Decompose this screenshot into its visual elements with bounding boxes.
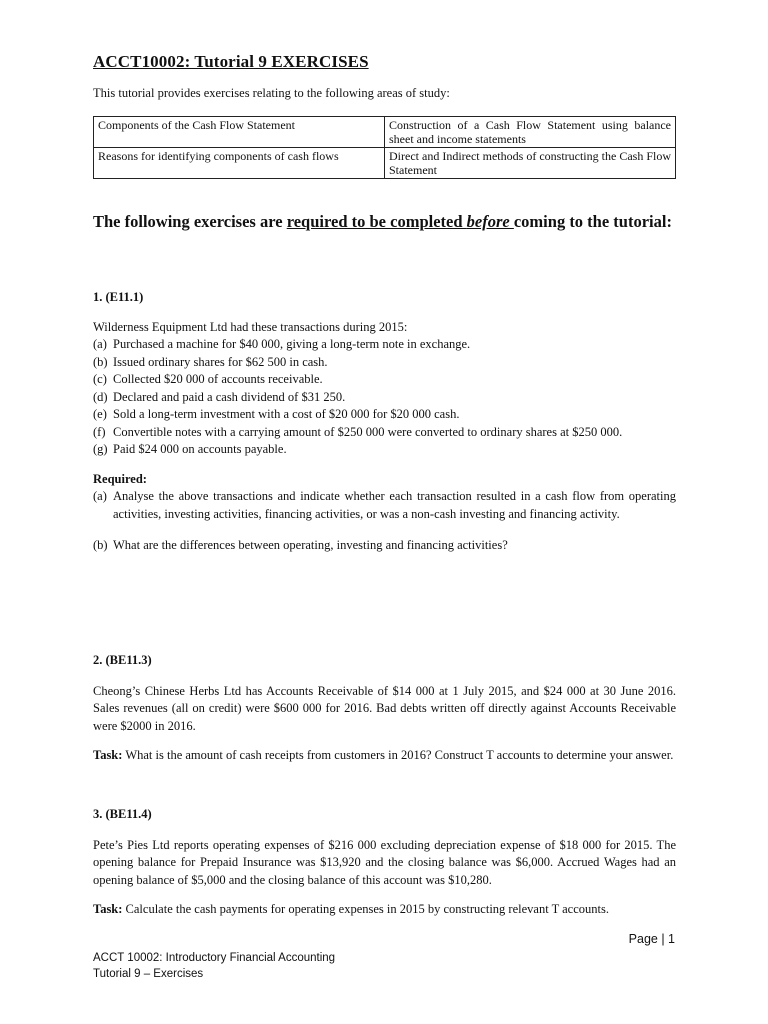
list-item (93, 371, 676, 389)
page-footer (93, 950, 335, 982)
heading-emphasis: before (466, 212, 514, 231)
page-title: ACCT10002: Tutorial 9 EXERCISES (93, 52, 369, 71)
heading-underlined: required to be completed (286, 212, 467, 231)
list-item (93, 389, 676, 407)
areas-of-study-table (93, 116, 676, 179)
table-cell: Reasons for identifying components of cash flows (94, 148, 385, 179)
table-row (94, 148, 676, 179)
footer-line: Tutorial 9 – Exercises (93, 968, 204, 980)
item-text: Purchased a machine for $40 000, giving a long-term note in exchange. (113, 337, 471, 351)
task-text: What is the amount of cash receipts from customers in 2016? Construct T accounts to determine your answer. (122, 748, 674, 762)
question-task (93, 901, 676, 919)
item-label: (e) (93, 407, 107, 421)
table-cell: Construction of a Cash Flow Statement using balance sheet and income statements (385, 117, 676, 148)
transaction-list (93, 336, 676, 459)
question-task (93, 747, 676, 765)
item-label: (b) (93, 354, 108, 369)
item-text: Paid $24 000 on accounts payable. (113, 442, 287, 456)
heading-part: coming to the tutorial: (513, 212, 672, 231)
item-text: Issued ordinary shares for $62 500 in cash. (113, 354, 328, 369)
question-intro: Wilderness Equipment Ltd had these transactions during 2015: (93, 319, 408, 334)
required-heading (93, 212, 676, 232)
item-label: (a) (93, 489, 107, 503)
item-label: (b) (93, 538, 108, 552)
item-label: (g) (93, 442, 108, 456)
question-1 (93, 289, 676, 555)
table-cell: Direct and Indirect methods of constructing the Cash Flow Statement (385, 148, 676, 179)
question-2 (93, 652, 676, 765)
question-3 (93, 806, 676, 919)
list-item (93, 354, 676, 372)
list-item (93, 406, 676, 424)
item-label: (d) (93, 389, 108, 404)
item-label: (c) (93, 372, 107, 386)
heading-part: The following exercises are (93, 212, 287, 231)
question-title: 2. (BE11.3) (93, 653, 152, 667)
item-text: Declared and paid a cash dividend of $31 250. (113, 389, 346, 404)
item-text: Convertible notes with a carrying amount of $250 000 were converted to ordinary shares at $250 000. (113, 424, 623, 439)
required-label: Required: (93, 471, 147, 486)
question-title: 1. (E11.1) (93, 290, 144, 304)
list-item (93, 424, 676, 442)
table-row (94, 117, 676, 148)
question-title: 3. (BE11.4) (93, 807, 152, 821)
item-text: Sold a long-term investment with a cost of $20 000 for $20 000 cash. (113, 407, 460, 421)
item-text: Analyse the above transactions and indicate whether each transaction resulted in a cash flow from operating activities, investing activities, financing activities, or was a non-cash investing and financing activity. (113, 489, 676, 521)
item-text: Collected $20 000 of accounts receivable. (113, 372, 323, 386)
list-item (93, 336, 676, 354)
question-body: Pete’s Pies Ltd reports operating expenses of $216 000 excluding depreciation expense of $18 000 for 2015. The opening balance for Prepaid Insurance was $13,920 and the closing balance was $6,000. Accrued Wages had an opening balance of $5,000 and the closing balance of this account was $10,280. (93, 837, 676, 887)
task-label: Task: (93, 748, 123, 762)
page-number: Page | 1 (628, 932, 675, 946)
intro-text: This tutorial provides exercises relating to the following areas of study: (93, 86, 450, 100)
task-label: Task: (93, 902, 123, 916)
footer-line: ACCT 10002: Introductory Financial Accounting (93, 952, 336, 964)
item-label: (f) (93, 424, 106, 439)
list-item (93, 488, 676, 523)
item-label: (a) (93, 337, 107, 351)
item-text: What are the differences between operating, investing and financing activities? (113, 538, 508, 552)
table-cell: Components of the Cash Flow Statement (94, 117, 385, 148)
list-item (93, 441, 676, 459)
question-body: Cheong’s Chinese Herbs Ltd has Accounts Receivable of $14 000 at 1 July 2015, and $24 000 at 30 June 2016. Sales revenues (all on credit) were $600 000 for 2016. Bad debts written off directly against Accounts Receivable were $2000 in 2016. (93, 683, 676, 733)
task-text: Calculate the cash payments for operating expenses in 2015 by constructing relevant T accounts. (122, 902, 609, 916)
list-item (93, 537, 676, 555)
